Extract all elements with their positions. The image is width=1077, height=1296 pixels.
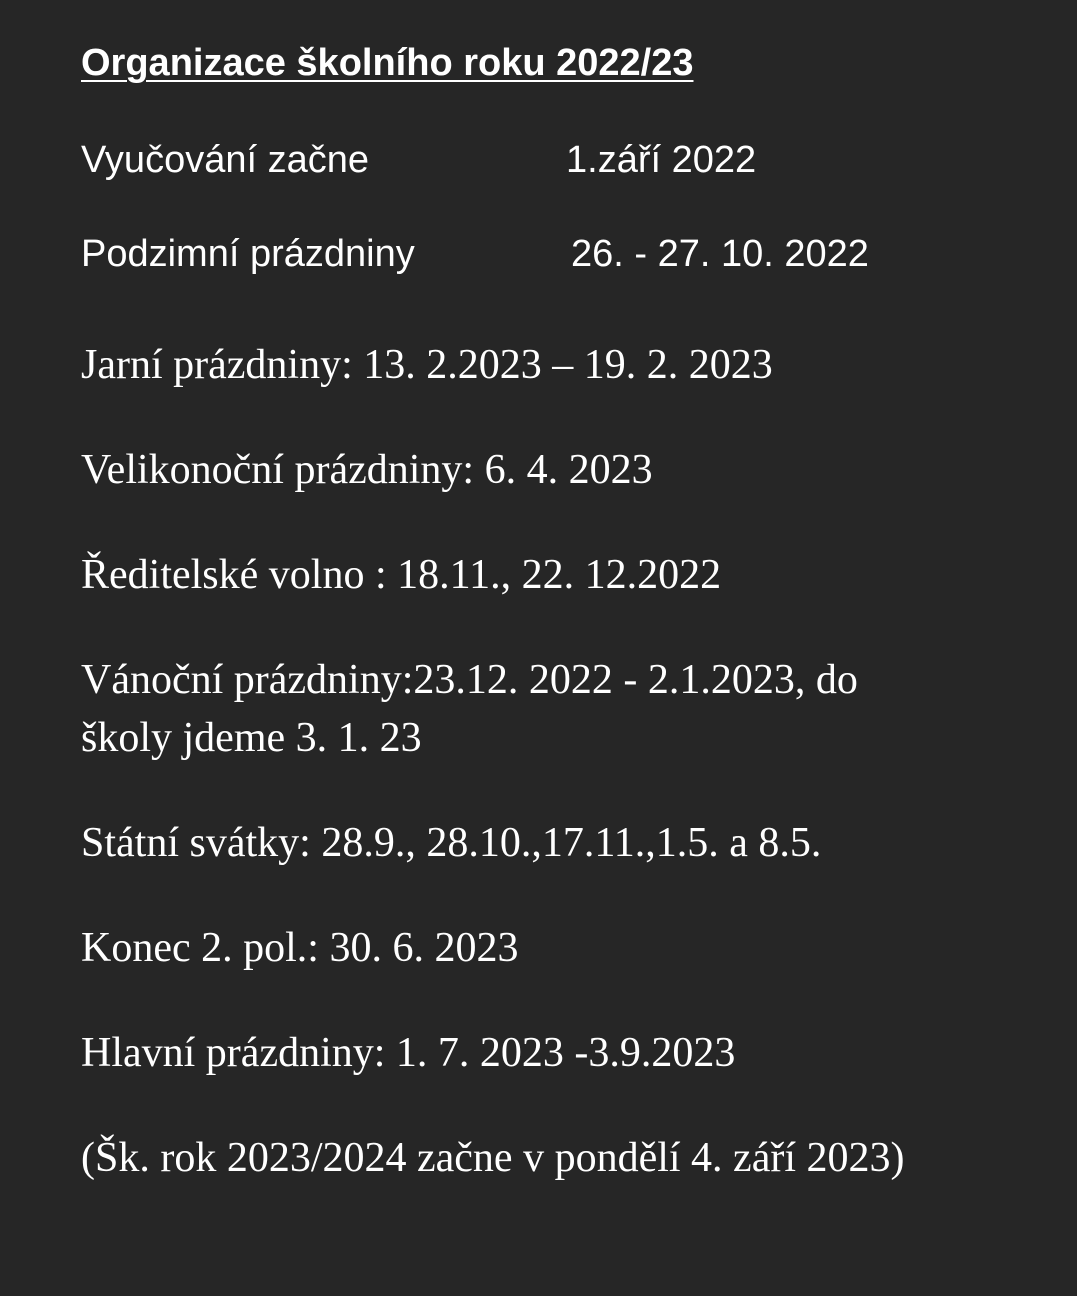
autumn-holiday-row <box>81 232 981 276</box>
spring-holiday-line: Jarní prázdniny: 13. 2.2023 – 19. 2. 2023 <box>81 342 773 388</box>
school-start-label: Vyučování začne <box>81 139 369 181</box>
christmas-holiday-line-2: školy jdeme 3. 1. 23 <box>81 715 422 761</box>
autumn-holiday-value: 26. - 27. 10. 2022 <box>571 233 869 275</box>
document-title: Organizace školního roku 2022/23 <box>81 42 694 84</box>
school-start-row <box>81 138 981 182</box>
school-start-value: 1.září 2022 <box>566 139 757 181</box>
summer-holiday-line: Hlavní prázdniny: 1. 7. 2023 -3.9.2023 <box>81 1030 736 1076</box>
state-holidays-line: Státní svátky: 28.9., 28.10.,17.11.,1.5. a 8.5. <box>81 820 822 866</box>
easter-holiday-line: Velikonoční prázdniny: 6. 4. 2023 <box>81 447 653 493</box>
autumn-holiday-label: Podzimní prázdniny <box>81 233 415 275</box>
semester-end-line: Konec 2. pol.: 30. 6. 2023 <box>81 925 519 971</box>
next-school-year-line: (Šk. rok 2023/2024 začne v pondělí 4. září 2023) <box>81 1135 905 1181</box>
director-leave-line: Ředitelské volno : 18.11., 22. 12.2022 <box>81 552 722 598</box>
christmas-holiday-line-1: Vánoční prázdniny:23.12. 2022 - 2.1.2023, do <box>81 657 858 703</box>
